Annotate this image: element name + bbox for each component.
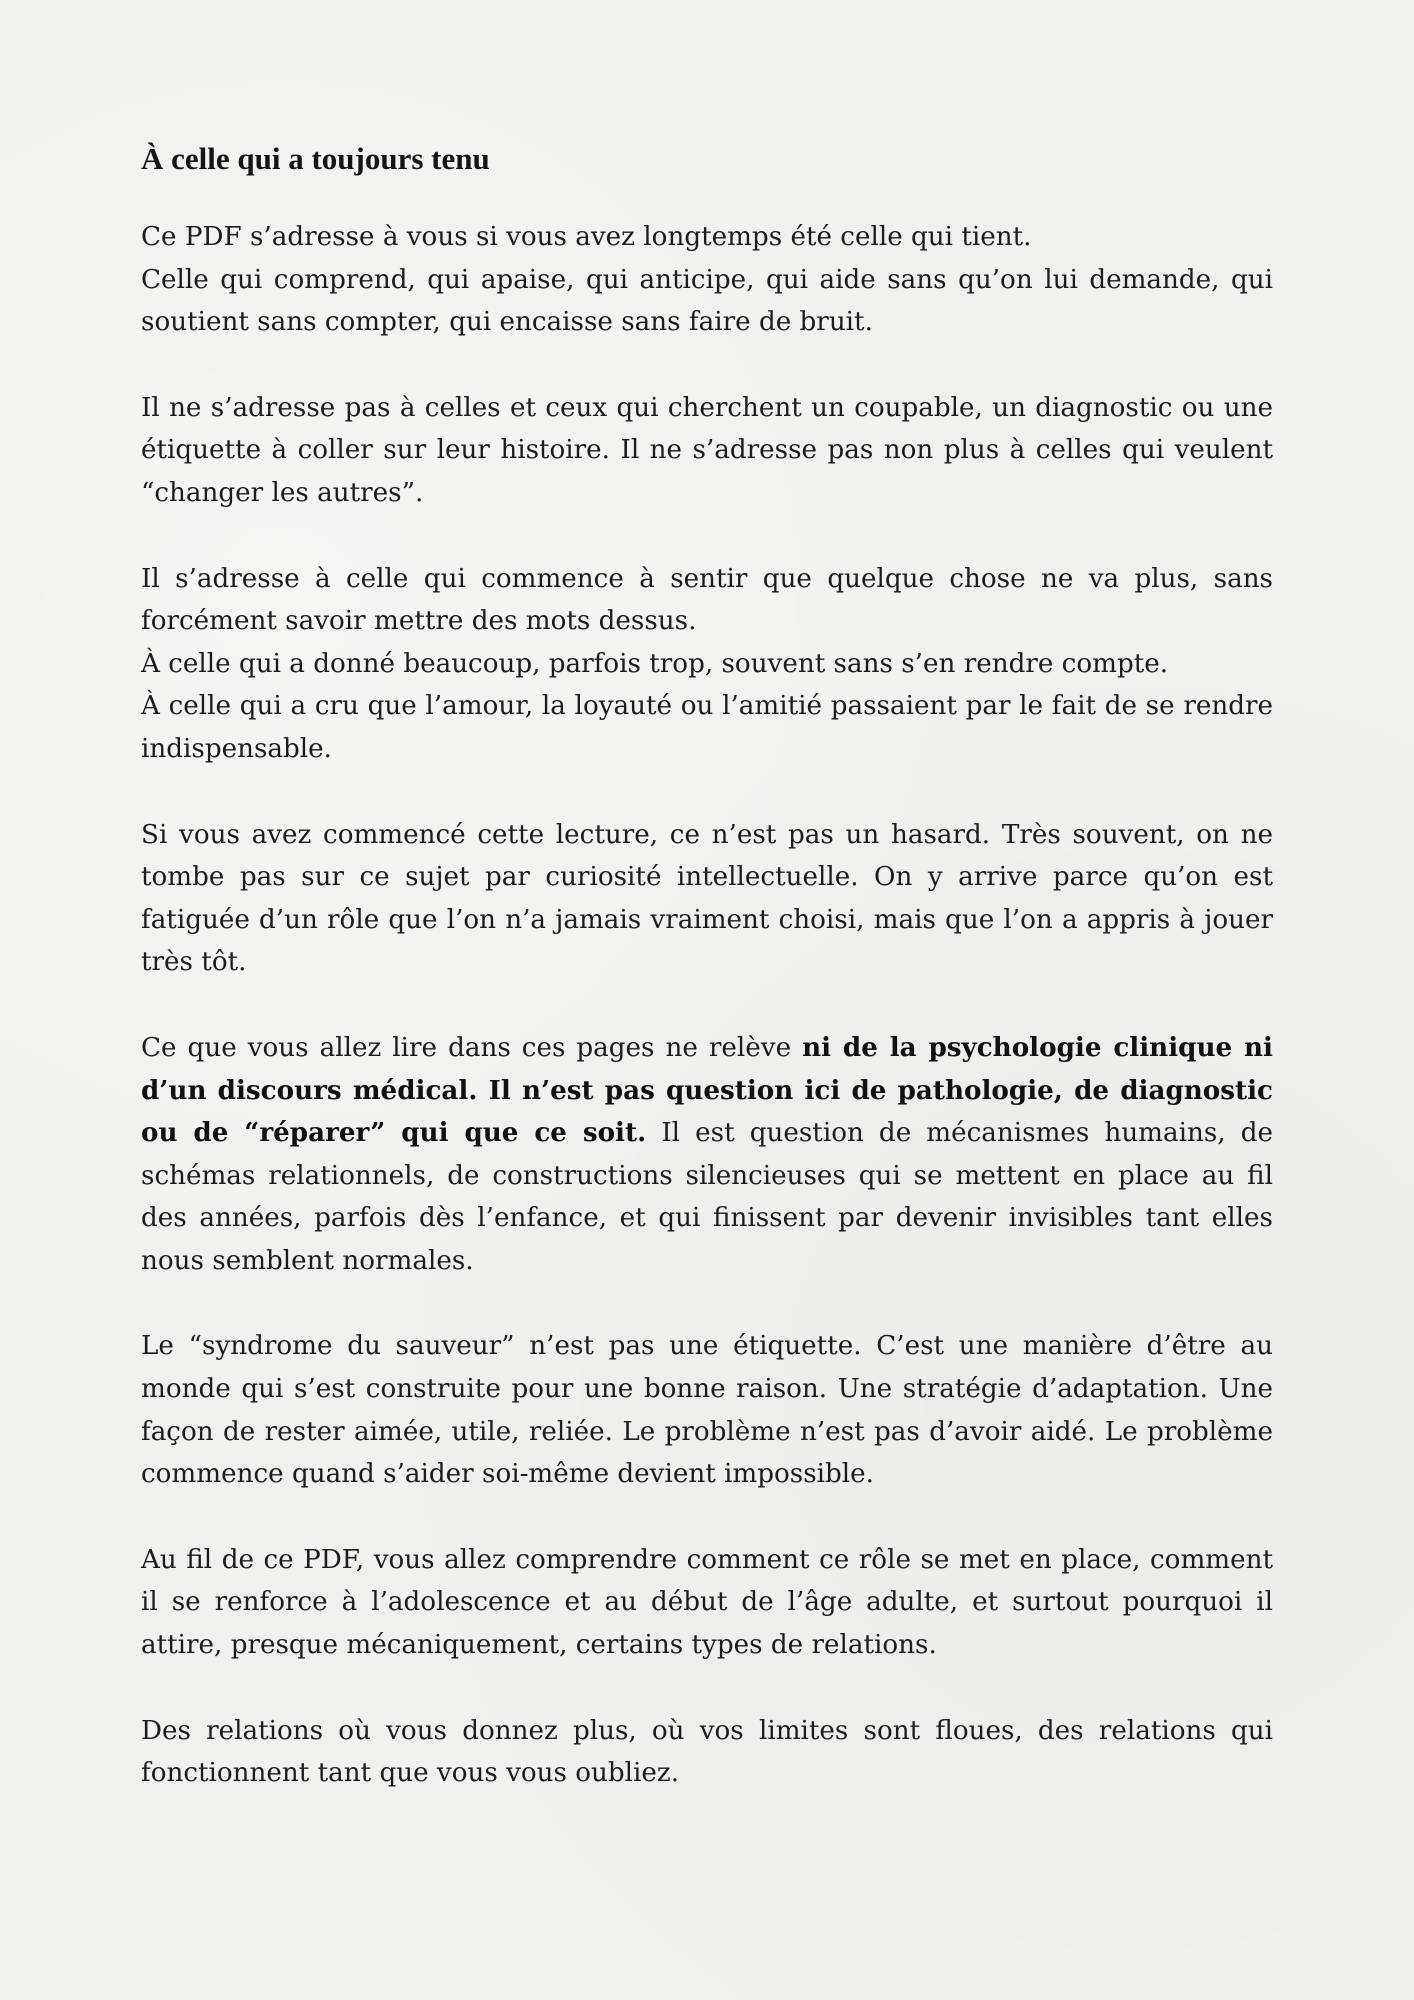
paragraph-3-line-2: À celle qui a donné beaucoup, parfois trop, souvent sans s’en rendre compte.	[141, 648, 1169, 679]
paragraph-1-line-1: Ce PDF s’adresse à vous si vous avez longtemps été celle qui tient.	[141, 222, 1032, 252]
paragraph-8: Des relations où vous donnez plus, où vos limites sont floues, des relations qui fonctionnent tant que vous vous oubliez.	[141, 1715, 1273, 1789]
paragraph-5-emphasis: ni de la psychologie clinique ni d’un discours médical. Il n’est pas question ici de pathologie, de diagnostic ou de “réparer” qui que ce soit.	[141, 1031, 1273, 1149]
paragraph-5-intro: Ce que vous allez lire dans ces pages ne relève	[141, 1032, 803, 1063]
paragraph-1	[141, 216, 1273, 344]
paragraph-1-line-2: Celle qui comprend, qui apaise, qui anticipe, qui aide sans qu’on lui demande, qui soutient sans compter, qui encaisse sans faire de bruit.	[141, 264, 1273, 338]
paragraph-4: Si vous avez commencé cette lecture, ce n’est pas un hasard. Très souvent, on ne tombe pas sur ce sujet par curiosité intellectuelle. On y arrive parce qu’on est fatiguée d’un rôle que l’on n’a jamais vraiment choisi, mais que l’on a appris à jouer très tôt.	[141, 819, 1273, 978]
document-title: À celle qui a toujours tenu	[141, 141, 490, 176]
paragraph-2: Il ne s’adresse pas à celles et ceux qui cherchent un coupable, un diagnostic ou une étiquette à coller sur leur histoire. Il ne s’adresse pas non plus à celles qui veulent “changer les autres”.	[141, 392, 1273, 508]
paragraph-7: Au fil de ce PDF, vous allez comprendre comment ce rôle se met en place, comment il se renforce à l’adolescence et au début de l’âge adulte, et surtout pourquoi il attire, presque mécaniquement, certains types de relations.	[141, 1544, 1273, 1661]
paragraph-5-rest: Il est question de mécanismes humains, de schémas relationnels, de constructions silencieuses qui se mettent en place au fil des années, parfois dès l’enfance, et qui finissent par devenir invisibles tant elles nous semblent normales.	[141, 1118, 1273, 1276]
paragraph-3-line-3: À celle qui a cru que l’amour, la loyauté ou l’amitié passaient par le fait de se rendre indispensable.	[141, 691, 1273, 764]
paragraph-6: Le “syndrome du sauveur” n’est pas une étiquette. C’est une manière d’être au monde qui s’est construite pour une bonne raison. Une stratégie d’adaptation. Une façon de rester aimée, utile, reliée. Le problème n’est pas d’avoir aidé. Le problème commence quand s’aider soi-même devient impossible.	[141, 1331, 1273, 1490]
paragraph-5	[141, 1027, 1273, 1283]
paragraph-3-line-1: Il s’adresse à celle qui commence à sentir que quelque chose ne va plus, sans forcément savoir mettre des mots dessus.	[141, 563, 1273, 637]
paragraph-3	[141, 558, 1273, 771]
